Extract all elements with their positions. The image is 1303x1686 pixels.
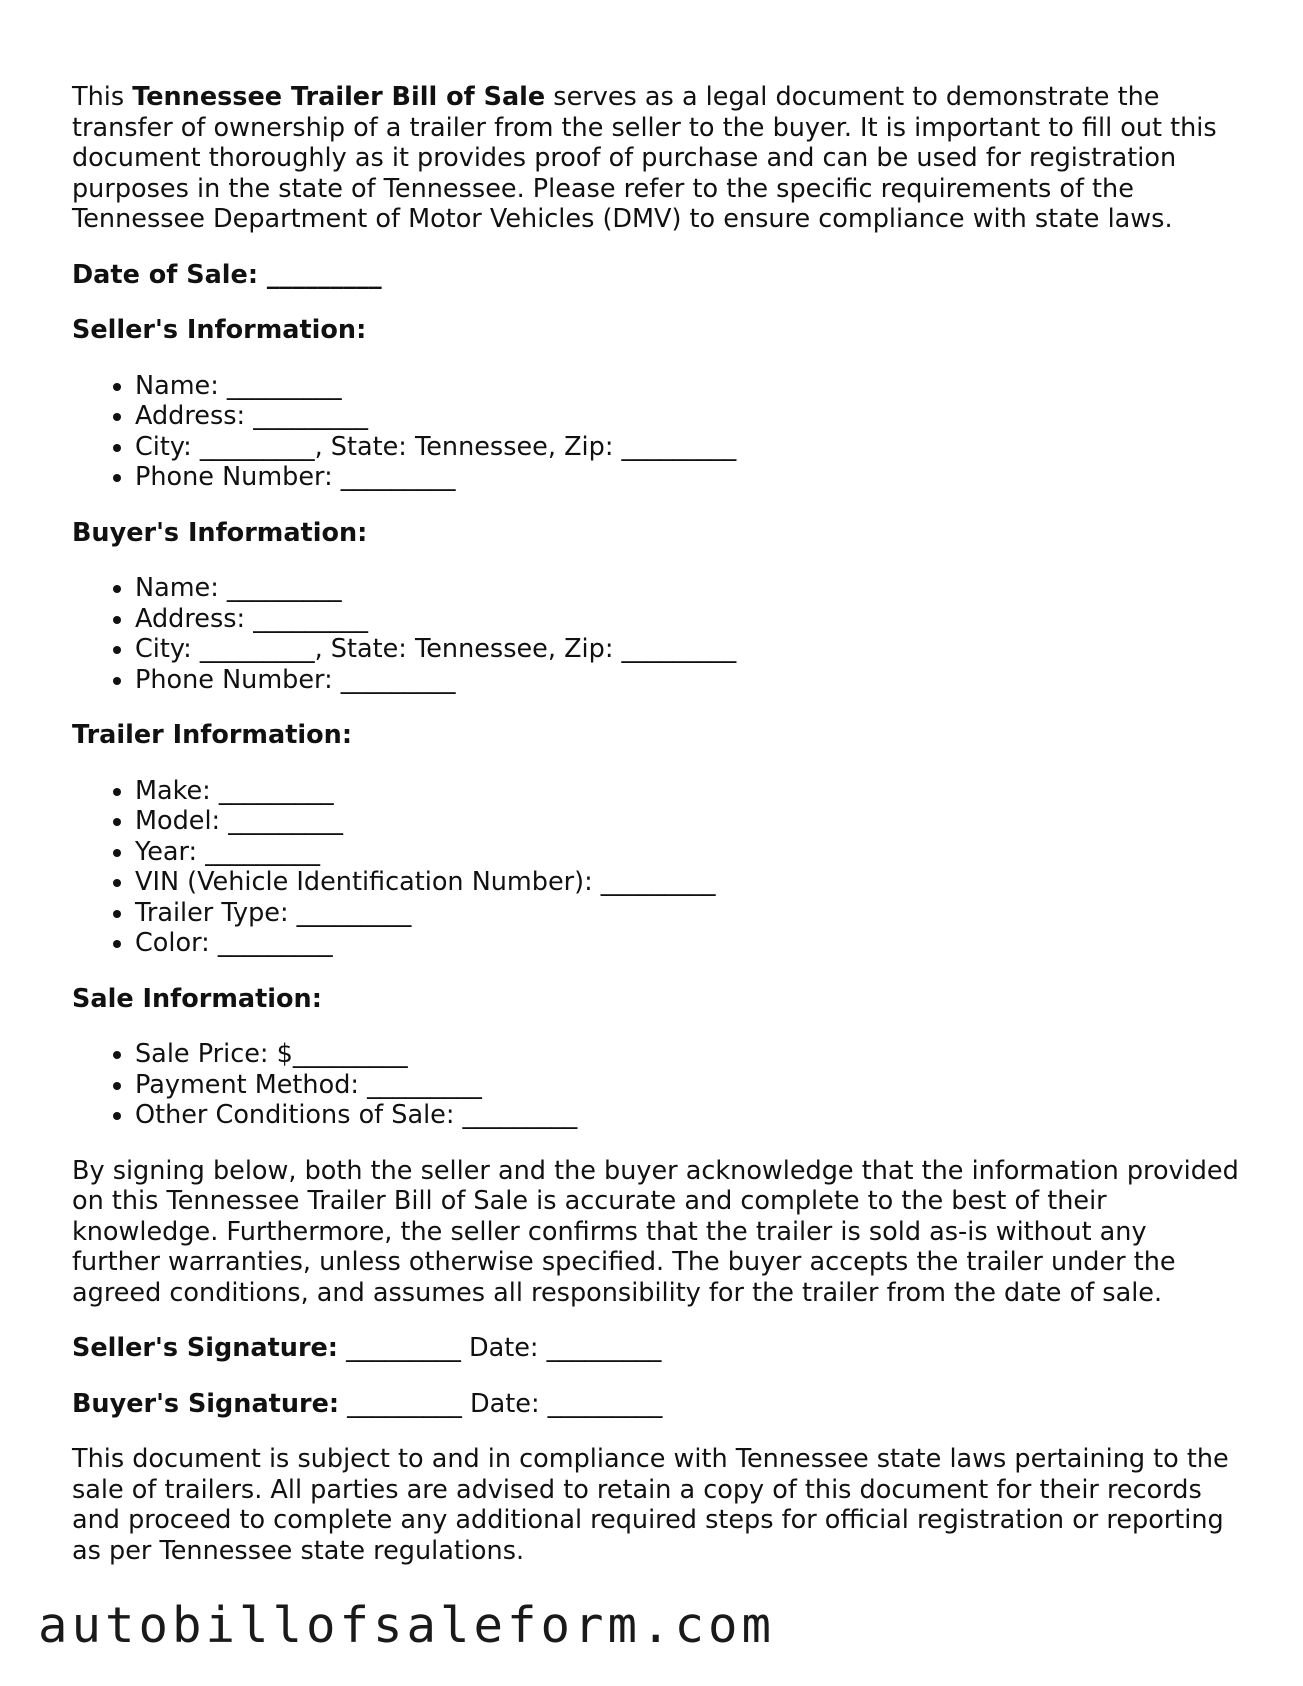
seller-phone-item: • Phone Number: _________ (135, 462, 1242, 493)
buyer-section-heading: Buyer's Information: (72, 517, 368, 548)
trailer-year-item: • Year: _________ (135, 837, 1242, 868)
seller-name-item: • Name: _________ (135, 371, 1242, 402)
date-of-sale: Date of Sale: _________ (72, 259, 382, 290)
trailer-color-item: • Color: _________ (135, 928, 1242, 959)
intro-text-start: This (72, 82, 133, 112)
buyer-phone-item: • Phone Number: _________ (135, 665, 1242, 696)
intro-paragraph (72, 82, 1242, 235)
site-watermark: autobillofsaleform.com (38, 1597, 776, 1654)
buyer-city-state-zip-item: • City: _________, State: Tennessee, Zip: _________ (135, 634, 1242, 665)
seller-info-list (72, 371, 1242, 493)
seller-signature-label: Seller's Signature: (72, 1333, 339, 1363)
trailer-type-item: • Trailer Type: _________ (135, 898, 1242, 929)
trailer-info-list (72, 776, 1242, 959)
seller-signature-line (72, 1333, 1242, 1364)
buyer-signature-line (72, 1389, 1242, 1420)
payment-method-item: • Payment Method: _________ (135, 1070, 1242, 1101)
buyer-info-list (72, 573, 1242, 695)
trailer-model-item: • Model: _________ (135, 806, 1242, 837)
acknowledgement-paragraph: By signing below, both the seller and the buyer acknowledge that the information provided on this Tennessee Trailer Bill of Sale is accurate and complete to the best of their knowledge. Furthermore, the seller confirms that the trailer is sold as-is without any further warranties, unless otherwise specified. The buyer accepts the trailer under the agreed conditions, and assumes all responsibility for the trailer from the date of sale. (72, 1155, 1239, 1308)
intro-text-rest: serves as a legal document to demonstrate the transfer of ownership of a trailer from the seller to the buyer. It is important to fill out this document thoroughly as it provides proof of purchase and can be used for registration purposes in the state of Tennessee. Please refer to the specific requirements of the Tennessee Department of Motor Vehicles (DMV) to ensure compliance with state laws. (72, 82, 1217, 234)
other-conditions-item: • Other Conditions of Sale: _________ (135, 1100, 1242, 1131)
trailer-vin-item: • VIN (Vehicle Identification Number): _________ (135, 867, 1242, 898)
closing-paragraph: This document is subject to and in compliance with Tennessee state laws pertaining to the sale of trailers. All parties are advised to retain a copy of this document for their records and proceed to complete any additional required steps for official registration or reporting as per Tennessee state regulations. (72, 1444, 1229, 1566)
seller-signature-blanks: _________ Date: _________ (338, 1333, 662, 1363)
seller-address-item: • Address: _________ (135, 401, 1242, 432)
buyer-name-item: • Name: _________ (135, 573, 1242, 604)
bill-of-sale-document (72, 82, 1242, 1591)
trailer-make-item: • Make: _________ (135, 776, 1242, 807)
sale-info-list (72, 1039, 1242, 1131)
buyer-signature-blanks: _________ Date: _________ (339, 1388, 663, 1419)
buyer-signature-label: Buyer's Signature: (72, 1388, 340, 1419)
trailer-section-heading: Trailer Information: (72, 720, 353, 750)
sale-price-item: • Sale Price: $_________ (135, 1039, 1242, 1070)
seller-section-heading: Seller's Information: (72, 315, 367, 345)
document-title: Tennessee Trailer Bill of Sale (132, 82, 546, 112)
buyer-address-item: • Address: _________ (135, 604, 1242, 635)
sale-section-heading: Sale Information: (72, 983, 322, 1014)
seller-city-state-zip-item: • City: _________, State: Tennessee, Zip: _________ (135, 432, 1242, 463)
